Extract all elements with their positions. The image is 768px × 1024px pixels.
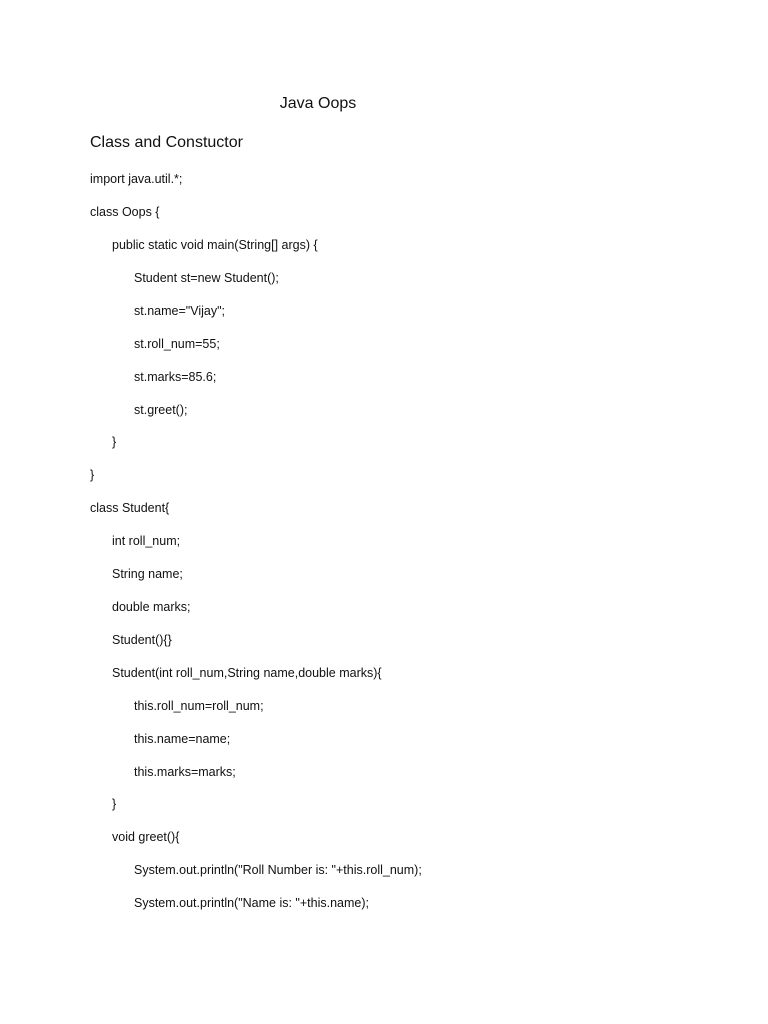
- code-line-assign-name: this.name=name;: [134, 732, 231, 746]
- section-heading: Class and Constuctor: [90, 134, 243, 151]
- code-line-set-roll: st.roll_num=55;: [134, 337, 220, 351]
- code-line-greet-signature: void greet(){: [112, 830, 180, 844]
- code-line-new-student: Student st=new Student();: [134, 271, 279, 285]
- code-line-class-oops: class Oops {: [90, 205, 160, 219]
- code-line-import: import java.util.*;: [90, 172, 183, 186]
- code-line-set-marks: st.marks=85.6;: [134, 370, 217, 384]
- code-line-print-name: System.out.println("Name is: "+this.name);: [134, 896, 369, 910]
- code-line-field-roll: int roll_num;: [112, 534, 181, 548]
- code-line-field-name: String name;: [112, 567, 183, 581]
- code-line-assign-marks: this.marks=marks;: [134, 765, 236, 779]
- code-line-close-oops: }: [90, 468, 95, 482]
- code-line-default-constructor: Student(){}: [112, 633, 172, 647]
- code-line-set-name: st.name="Vijay";: [134, 304, 225, 318]
- document-title: Java Oops: [279, 95, 357, 112]
- code-line-close-constructor: }: [112, 797, 117, 811]
- code-line-param-constructor: Student(int roll_num,String name,double marks){: [112, 666, 382, 680]
- code-line-class-student: class Student{: [90, 501, 170, 515]
- code-line-field-marks: double marks;: [112, 600, 191, 614]
- code-line-call-greet: st.greet();: [134, 403, 188, 417]
- code-line-print-roll: System.out.println("Roll Number is: "+this.roll_num);: [134, 863, 422, 877]
- code-line-assign-roll: this.roll_num=roll_num;: [134, 699, 264, 713]
- code-line-main-signature: public static void main(String[] args) {: [112, 238, 318, 252]
- code-line-close-main: }: [112, 435, 117, 449]
